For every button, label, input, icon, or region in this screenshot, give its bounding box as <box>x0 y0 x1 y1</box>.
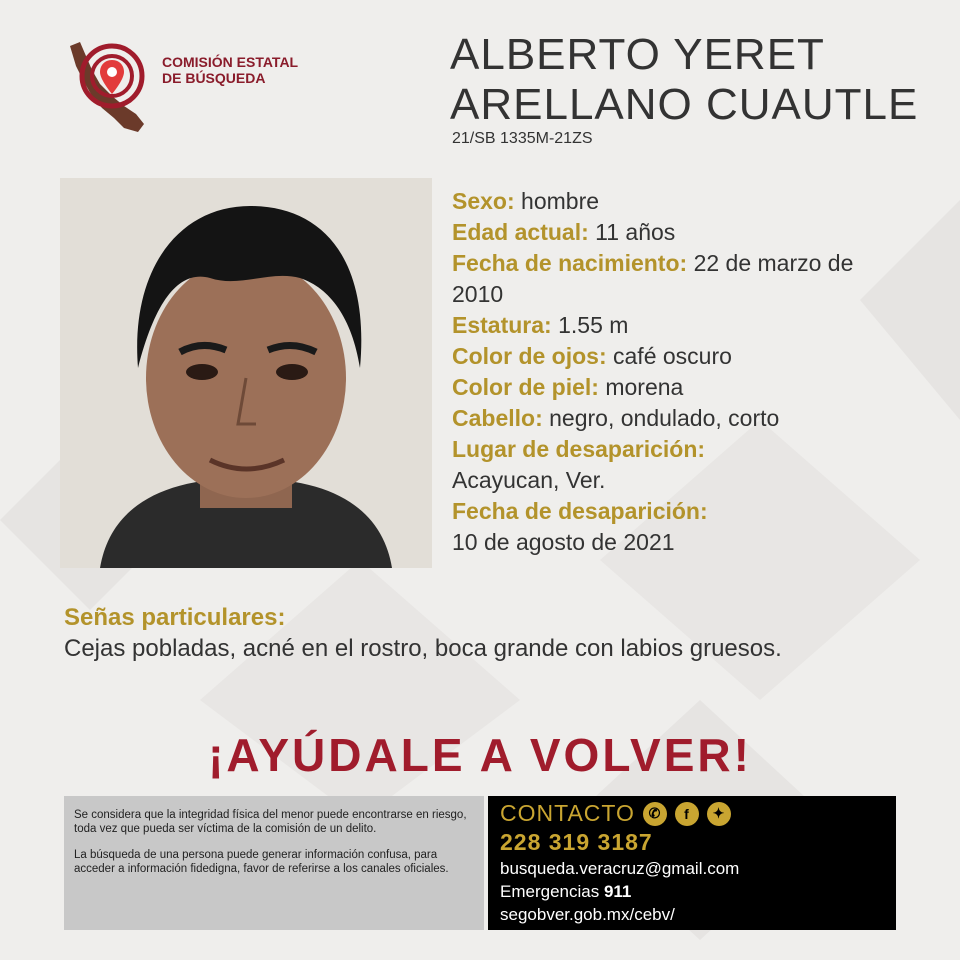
slogan: ¡AYÚDALE A VOLVER! <box>208 729 752 781</box>
detail-fecha-desaparicion <box>452 496 872 558</box>
contact-website[interactable]: segobver.gob.mx/cebv/ <box>500 905 675 924</box>
disclaimer-box <box>64 796 484 930</box>
detail-label: Sexo: <box>452 188 515 214</box>
facebook-icon: f <box>675 802 699 826</box>
detail-label: Color de piel: <box>452 374 599 400</box>
detail-value: morena <box>605 374 684 400</box>
contact-phone[interactable]: 228 319 3187 <box>500 829 653 855</box>
detail-value: 22 de marzo de 2010 <box>452 250 854 307</box>
detail-value: café oscuro <box>613 343 732 369</box>
org-name-line2: DE BÚSQUEDA <box>162 70 266 86</box>
detail-label: Fecha de desaparición: <box>452 498 708 524</box>
person-details <box>452 186 872 558</box>
senas-label: Señas particulares: <box>64 604 286 631</box>
name-line1: ALBERTO YERET <box>450 30 825 79</box>
detail-sexo <box>452 186 872 217</box>
case-folio: 21/SB 1335M-21ZS <box>452 130 593 147</box>
contact-box <box>488 796 896 930</box>
org-name <box>162 54 298 86</box>
emergency-line <box>500 880 884 903</box>
detail-lugar <box>452 434 872 496</box>
detail-ojos <box>452 341 872 372</box>
contact-email[interactable]: busqueda.veracruz@gmail.com <box>500 859 740 878</box>
detail-piel <box>452 372 872 403</box>
detail-nacimiento <box>452 248 872 310</box>
detail-label: Color de ojos: <box>452 343 607 369</box>
detail-value: 10 de agosto de 2021 <box>452 529 675 555</box>
detail-label: Edad actual: <box>452 219 589 245</box>
detail-label: Estatura: <box>452 312 552 338</box>
detail-label: Fecha de nacimiento: <box>452 250 688 276</box>
person-photo <box>60 178 432 568</box>
detail-value: hombre <box>521 188 600 214</box>
detail-label: Cabello: <box>452 405 543 431</box>
detail-label: Lugar de desaparición: <box>452 436 706 462</box>
detail-value: 1.55 m <box>558 312 629 338</box>
emergency-label: Emergencias <box>500 882 600 901</box>
disclaimer-paragraph-1: Se considera que la integridad física del menor puede encontrarse en riesgo, toda vez que pueda ser víctima de la comisión de un delito. <box>74 809 467 835</box>
phone-icon: ✆ <box>643 802 667 826</box>
contact-heading: CONTACTO <box>500 800 635 826</box>
name-line2: ARELLANO CUAUTLE <box>450 80 919 129</box>
distinguishing-marks <box>64 602 954 664</box>
org-logo <box>62 36 332 136</box>
disclaimer-paragraph-2: La búsqueda de una persona puede generar información confusa, para acceder a información fidedigna, favor de referirse a los canales oficiales. <box>74 849 449 875</box>
senas-text: Cejas pobladas, acné en el rostro, boca grande con labios gruesos. <box>64 635 782 662</box>
detail-edad <box>452 217 872 248</box>
veracruz-map-icon <box>62 36 158 136</box>
detail-value: negro, ondulado, corto <box>549 405 780 431</box>
person-name <box>450 30 950 130</box>
twitter-icon: ✦ <box>707 802 731 826</box>
emergency-number[interactable]: 911 <box>603 882 632 901</box>
detail-value: 11 años <box>595 219 676 245</box>
contact-heading-row <box>500 800 884 827</box>
detail-cabello <box>452 403 872 434</box>
org-name-line1: COMISIÓN ESTATAL <box>162 54 299 70</box>
detail-value: Acayucan, Ver. <box>452 467 606 493</box>
detail-estatura <box>452 310 872 341</box>
